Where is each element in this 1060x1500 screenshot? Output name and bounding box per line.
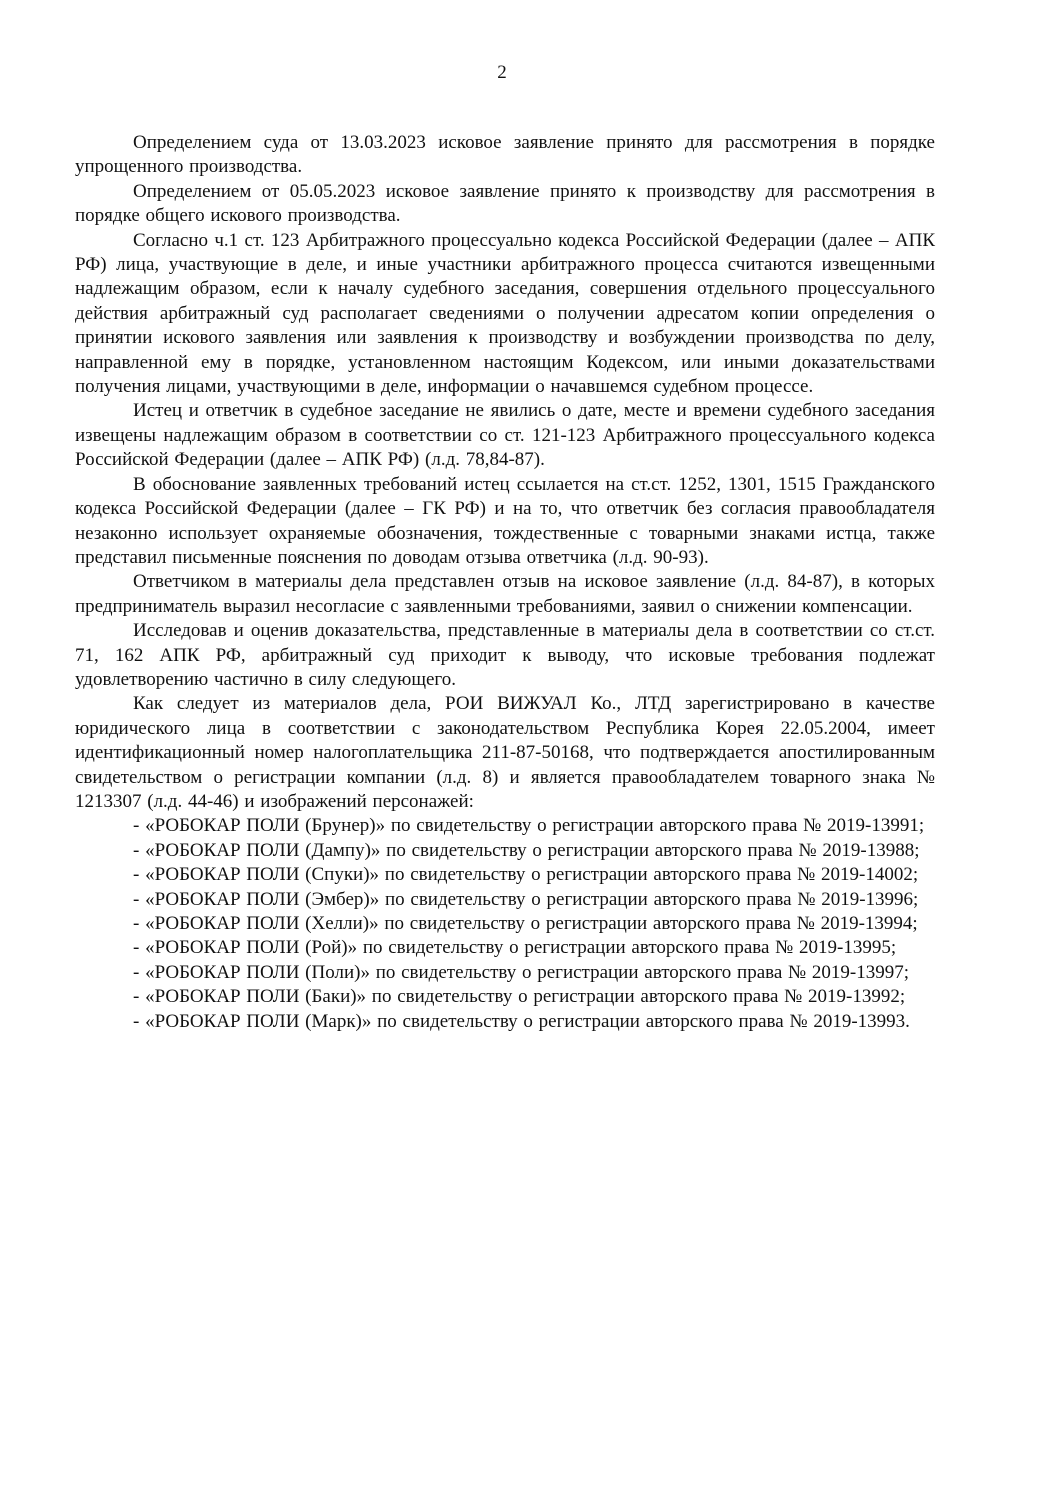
list-item: - «РОБОКАР ПОЛИ (Баки)» по свидетельству о регистрации авторского права № 2019-13992; [133,986,906,1008]
document-body [75,131,935,1034]
paragraph: Определением от 05.05.2023 исковое заявление принято к производству для рассмотрения в порядке общего искового производства. [75,180,935,227]
paragraph: Определением суда от 13.03.2023 исковое заявление принято для рассмотрения в порядке упрощенного производства. [75,132,935,178]
list-item: - «РОБОКАР ПОЛИ (Дампу)» по свидетельству о регистрации авторского права № 2019-13988; [133,839,920,861]
page-number: 2 [497,62,507,83]
paragraph: Как следует из материалов дела, РОИ ВИЖУАЛ Ко., ЛТД зарегистрировано в качестве юридического лица в соответствии с законодательством Республика Корея 22.05.2004, имеет идентификационный номер налогоплательщика 211-87-50168, что подтверждается апостилированным свидетельством о регистрации компании (л.д. 8) и является правообладателем товарного знака № 1213307 (л.д. 44-46) и изображений персонажей: [75,693,935,812]
list-item: - «РОБОКАР ПОЛИ (Эмбер)» по свидетельству о регистрации авторского права № 2019-13996; [133,888,919,910]
paragraph: Исследовав и оценив доказательства, представленные в материалы дела в соответствии со ст.ст. 71, 162 АПК РФ, арбитражный суд приходит к выводу, что исковые требования подлежат удовлетворению частично в силу следующего. [75,620,935,690]
paragraph: В обоснование заявленных требований истец ссылается на ст.ст. 1252, 1301, 1515 Гражданского кодекса Российской Федерации (далее – ГК РФ) и на то, что ответчик без согласия правообладателя незаконно использует охраняемые обозначения, тождественные с товарными знаками истца, также представил письменные пояснения по доводам отзыва ответчика (л.д. 90-93). [75,473,935,568]
paragraph: Истец и ответчик в судебное заседание не явились о дате, месте и времени судебного заседания извещены надлежащим образом в соответствии со ст. 121-123 Арбитражного процессуального кодекса Российской Федерации (далее – АПК РФ) (л.д. 78,84-87). [75,400,935,471]
list-item: - «РОБОКАР ПОЛИ (Рой)» по свидетельству о регистрации авторского права № 2019-13995; [133,937,897,959]
list-item: - «РОБОКАР ПОЛИ (Марк)» по свидетельству о регистрации авторского права № 2019-13993. [133,1010,910,1032]
list-item: - «РОБОКАР ПОЛИ (Хелли)» по свидетельству о регистрации авторского права № 2019-13994; [133,913,918,934]
list-item: - «РОБОКАР ПОЛИ (Брунер)» по свидетельству о регистрации авторского права № 2019-13991; [133,815,925,837]
paragraph: Согласно ч.1 ст. 123 Арбитражного процессуально кодекса Российской Федерации (далее – АПК РФ) лица, участвующие в деле, и иные участники арбитражного процесса считаются извещенными надлежащим образом, если к началу судебного заседания, совершения отдельного процессуального действия арбитражный суд располагает сведениями о получении адресатом копии определения о принятии искового заявления или заявления к производству и возбуждении производства по делу, направленной ему в порядке, установленном настоящим Кодексом, или иными доказательствами получения лицами, участвующими в деле, информации о начавшемся судебном процессе. [75,229,935,398]
list-item: - «РОБОКАР ПОЛИ (Спуки)» по свидетельству о регистрации авторского права № 2019-14002; [133,864,919,886]
list-item: - «РОБОКАР ПОЛИ (Поли)» по свидетельству о регистрации авторского права № 2019-13997; [133,961,910,983]
paragraph: Ответчиком в материалы дела представлен отзыв на исковое заявление (л.д. 84-87), в которых предприниматель выразил несогласие с заявленными требованиями, заявил о снижении компенсации. [75,571,935,617]
